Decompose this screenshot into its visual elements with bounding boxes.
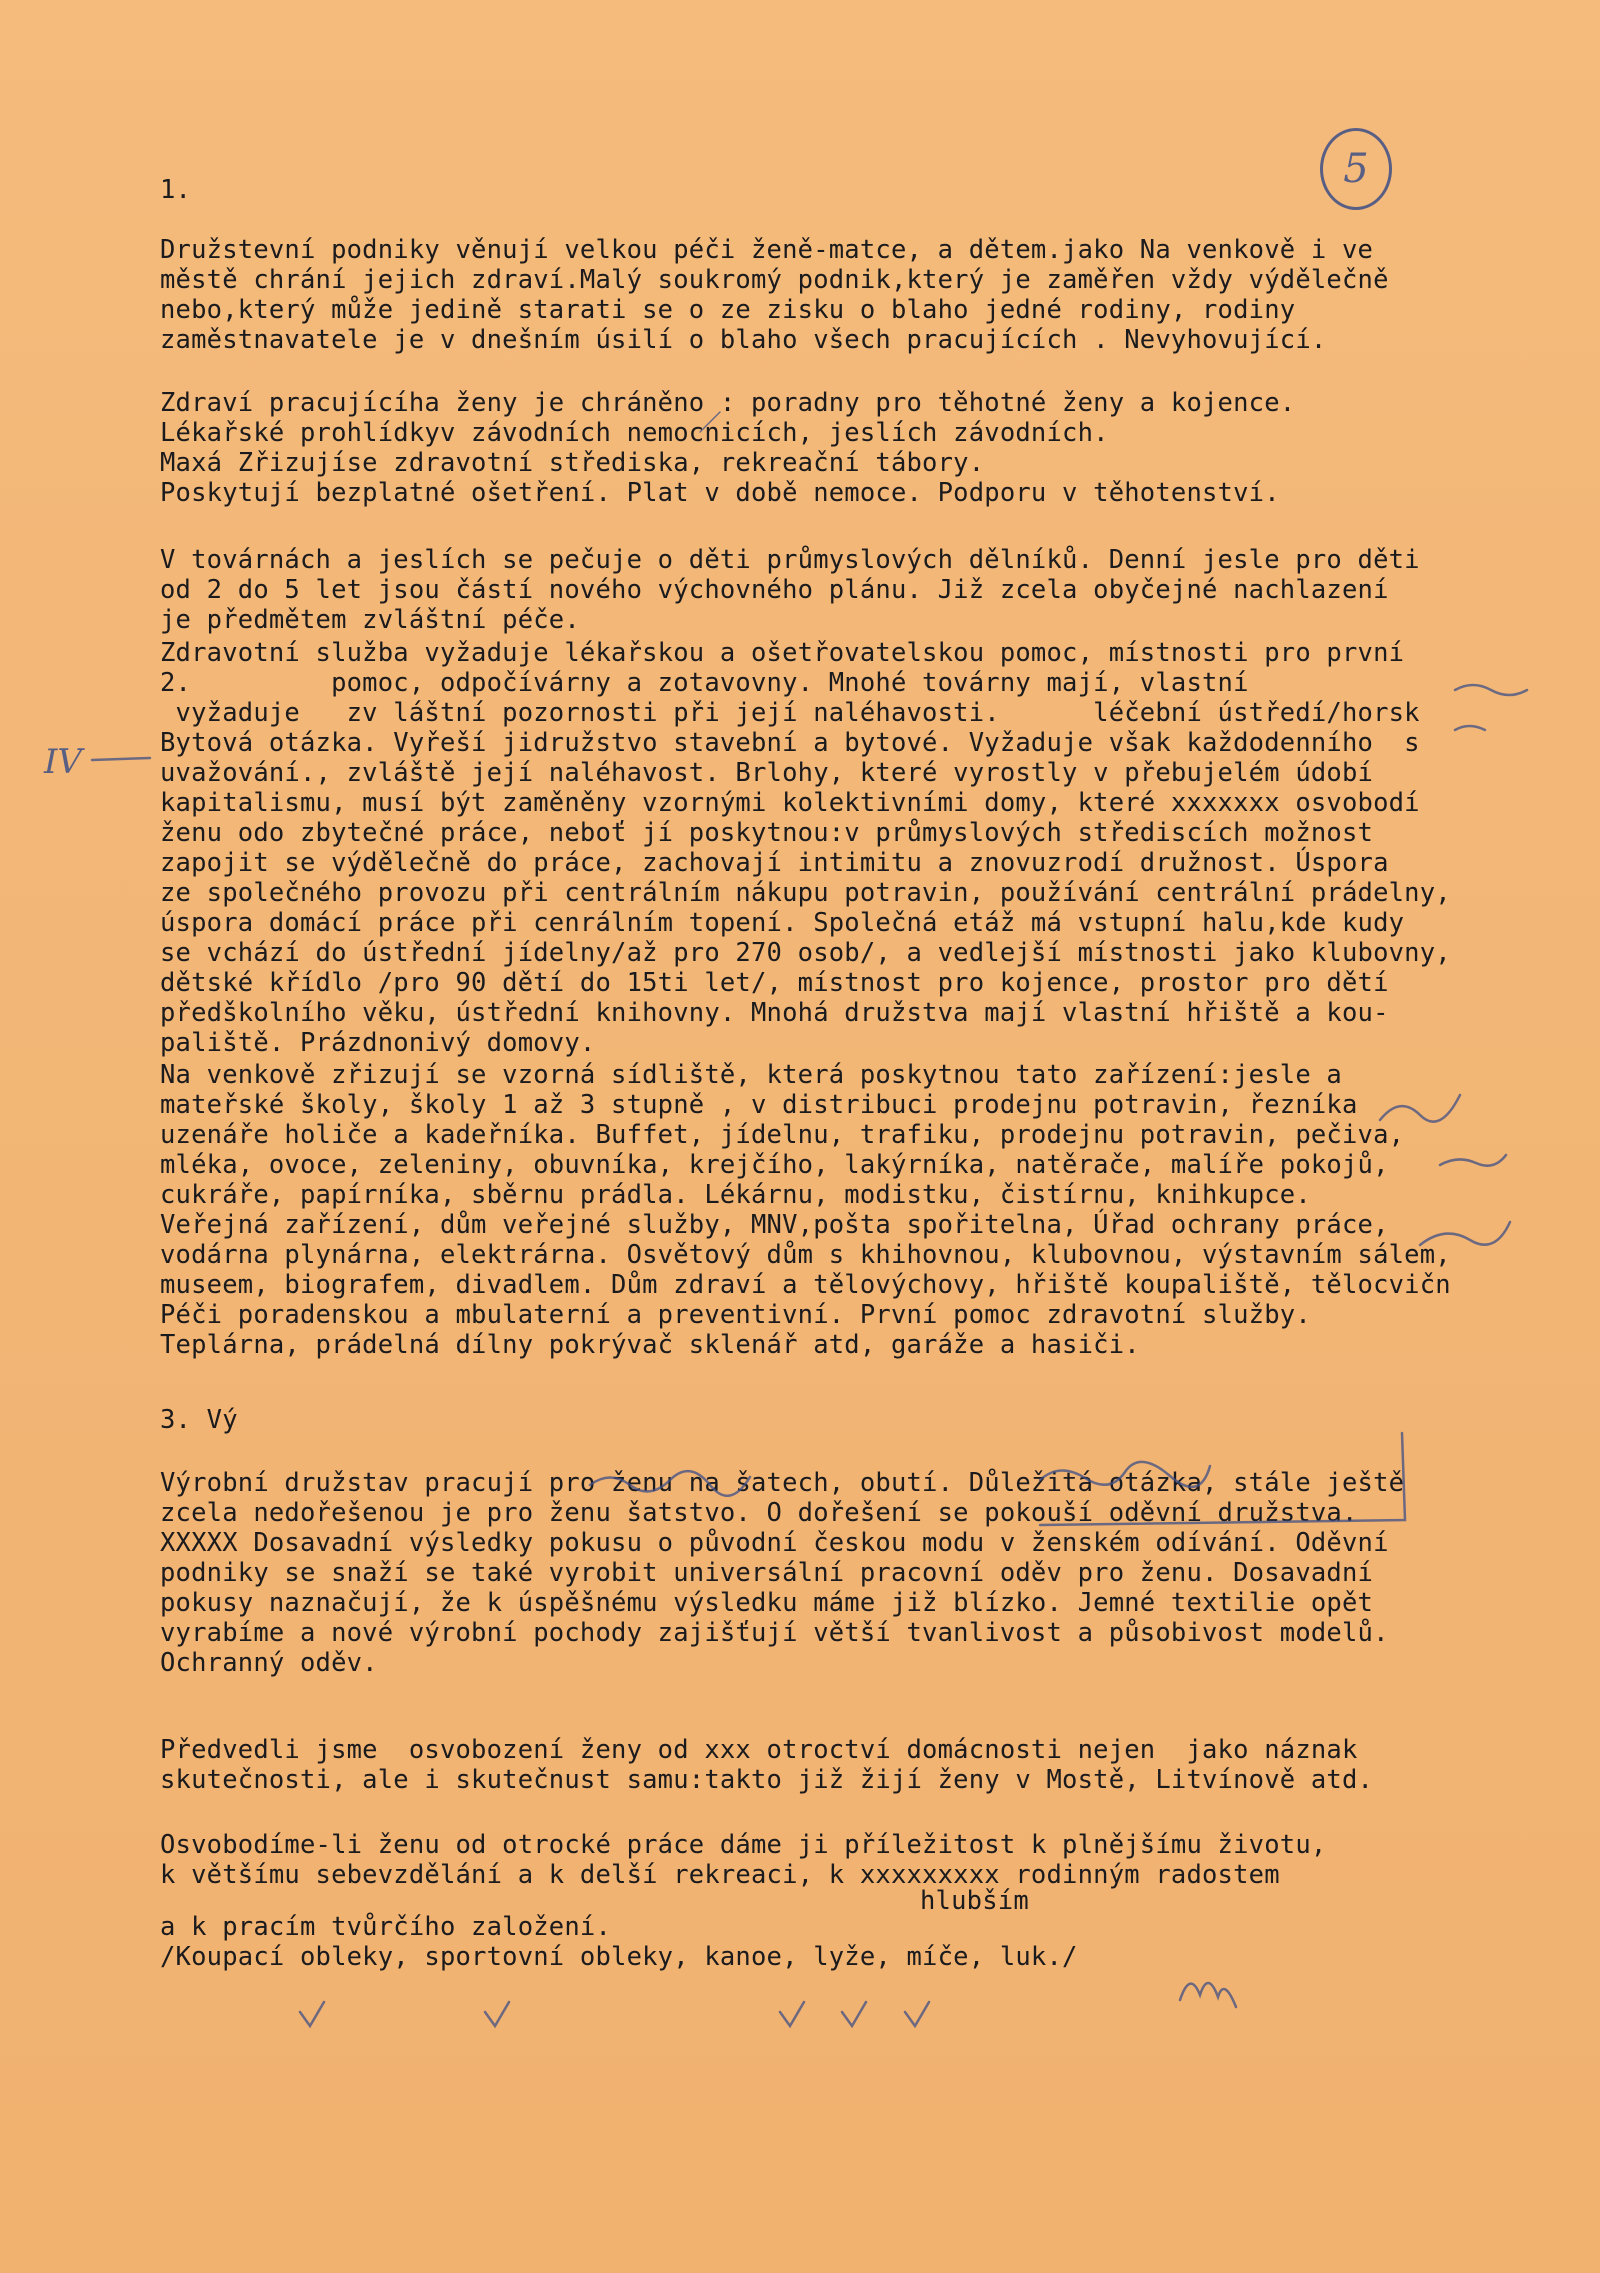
text-line: předškolního věku, ústřední knihovny. Mnohá družstva mají vlastní hřiště a kou- [160, 998, 1389, 1028]
text-line: uvažování., zvláště její naléhavost. Brlohy, které vyrostly v přebujelém údobí [160, 758, 1374, 788]
text-line: paliště. Prázdnonivý domovy. [160, 1028, 596, 1058]
text-line: Lékařské prohlídkyv závodních nemocnicích, jeslích závodních. [160, 418, 1109, 448]
margin-mark: IV [44, 742, 82, 782]
text-line: Poskytují bezplatné ošetření. Plat v době nemoce. Podporu v těhotenství. [160, 478, 1280, 508]
page-number-mark: 5 [1320, 128, 1392, 210]
text-line: Bytová otázka. Vyřeší jidružstvo stavební a bytové. Vyžaduje však každodenního s [160, 728, 1420, 758]
text-line: Na venkově zřizují se vzorná sídliště, která poskytnou tato zařízení:jesle a [160, 1060, 1342, 1090]
text-line: cukráře, papírníka, sběrnu prádla. Lékárnu, modistku, čistírnu, knihkupce. [160, 1180, 1311, 1210]
text-line: dětské křídlo /pro 90 dětí do 15ti let/, místnost pro kojence, prostor pro dětí [160, 968, 1389, 998]
text-line: Péči poradenskou a mbulaterní a preventivní. První pomoc zdravotní služby. [160, 1300, 1311, 1330]
text-line: úspora domácí práce při cenrálním topení. Společná etáž má vstupní halu,kde kudy [160, 908, 1405, 938]
text-line: kapitalismu, musí být zaměněny vzornými kolektivními domy, které xxxxxxx osvobodí [160, 788, 1420, 818]
text-line: Osvobodíme-li ženu od otrocké práce dáme ji příležitost k plnějšímu životu, [160, 1830, 1327, 1860]
inserted-word: hlubším [920, 1886, 1029, 1916]
text-line: /Koupací obleky, sportovní obleky, kanoe, lyže, míče, luk./ [160, 1942, 1078, 1972]
text-line: od 2 do 5 let jsou částí nového výchovného plánu. Již zcela obyčejné nachlazení [160, 575, 1389, 605]
text-line: zcela nedořešenou je pro ženu šatstvo. O dořešení se pokouší oděvní družstva. [160, 1498, 1358, 1528]
text-line: Veřejná zařízení, dům veřejné služby, MNV,pošta spořitelna, Úřad ochrany práce, [160, 1210, 1389, 1240]
text-line: je předmětem zvláštní péče. [160, 605, 580, 635]
text-line: Družstevní podniky věnují velkou péči ženě-matce, a dětem.jako Na venkově i ve [160, 235, 1374, 265]
text-line: XXXXX Dosavadní výsledky pokusu o původní českou modu v ženském odívání. Oděvní [160, 1528, 1389, 1558]
text-line: k většímu sebevzdělání a k delší rekreaci, k xxxxxxxxx rodinným radostem [160, 1860, 1280, 1890]
section-1-heading: 1. [160, 175, 192, 205]
text-line: mateřské školy, školy 1 až 3 stupně , v distribuci prodejnu potravin, řezníka [160, 1090, 1358, 1120]
text-line: Zdravotní služba vyžaduje lékařskou a ošetřovatelskou pomoc, místnosti pro první [160, 638, 1405, 668]
text-line: a k pracím tvůrčího založení. [160, 1912, 612, 1942]
text-line: uzenáře holiče a kadeřníka. Buffet, jídelnu, trafiku, prodejnu potravin, pečiva, [160, 1120, 1405, 1150]
text-line: Maxá Zřizujíse zdravotní střediska, rekreační tábory. [160, 448, 985, 478]
text-line: zaměstnavatele je v dnešním úsilí o blaho všech pracujících . Nevyhovující. [160, 325, 1327, 355]
text-line: vyžaduje zv láštní pozornosti při její naléhavosti. léčební ústředí/horsk [160, 698, 1420, 728]
text-line: ze společného provozu při centrálním nákupu potravin, používání centrální prádelny, [160, 878, 1451, 908]
text-line: Zdraví pracujícíha ženy je chráněno : poradny pro těhotné ženy a kojence. [160, 388, 1296, 418]
text-line: vyrabíme a nové výrobní pochody zajišťují větší tvanlivost a působivost modelů. [160, 1618, 1389, 1648]
text-line: Předvedli jsme osvobození ženy od xxx otroctví domácnosti nejen jako náznak [160, 1735, 1358, 1765]
text-line: městě chrání jejich zdraví.Malý soukromý podnik,který je zaměřen vždy výdělečně [160, 265, 1389, 295]
text-line: 2. pomoc, odpočívárny a zotavovny. Mnohé továrny mají, vlastní [160, 668, 1249, 698]
text-line: Výrobní družstav pracují pro ženu na šatech, obutí. Důležitá otázka, stále ještě [160, 1468, 1405, 1498]
text-line: vodárna plynárna, elektrárna. Osvětový dům s khihovnou, klubovnou, výstavním sálem, [160, 1240, 1451, 1270]
section-3-heading: 3. Vý [160, 1405, 238, 1435]
text-line: zapojit se výdělečně do práce, zachovají intimitu a znovuzrodí družnost. Úspora [160, 848, 1389, 878]
text-line: podniky se snaží se také vyrobit universální pracovní oděv pro ženu. Dosavadní [160, 1558, 1374, 1588]
text-line: museem, biografem, divadlem. Dům zdraví a tělovýchovy, hřiště koupaliště, tělocvičn [160, 1270, 1451, 1300]
text-line: skutečnosti, ale i skutečnust samu:takto již žijí ženy v Mostě, Litvínově atd. [160, 1765, 1374, 1795]
text-line: nebo,který může jedině starati se o ze zisku o blaho jedné rodiny, rodiny [160, 295, 1296, 325]
text-line: ženu odo zbytečné práce, neboť jí poskytnou:v průmyslových střediscích možnost [160, 818, 1374, 848]
text-line: pokusy naznačují, že k úspěšnému výsledku máme již blízko. Jemné textilie opět [160, 1588, 1374, 1618]
text-line: Ochranný oděv. [160, 1648, 378, 1678]
text-line: mléka, ovoce, zeleniny, obuvníka, krejčího, lakýrníka, natěrače, malíře pokojů, [160, 1150, 1389, 1180]
text-line: Teplárna, prádelná dílny pokrývač sklenář atd, garáže a hasiči. [160, 1330, 1140, 1360]
text-line: V továrnách a jeslích se pečuje o děti průmyslových dělníků. Denní jesle pro děti [160, 545, 1420, 575]
text-line: se vchází do ústřední jídelny/až pro 270 osob/, a vedlejší místnosti jako klubovny, [160, 938, 1451, 968]
